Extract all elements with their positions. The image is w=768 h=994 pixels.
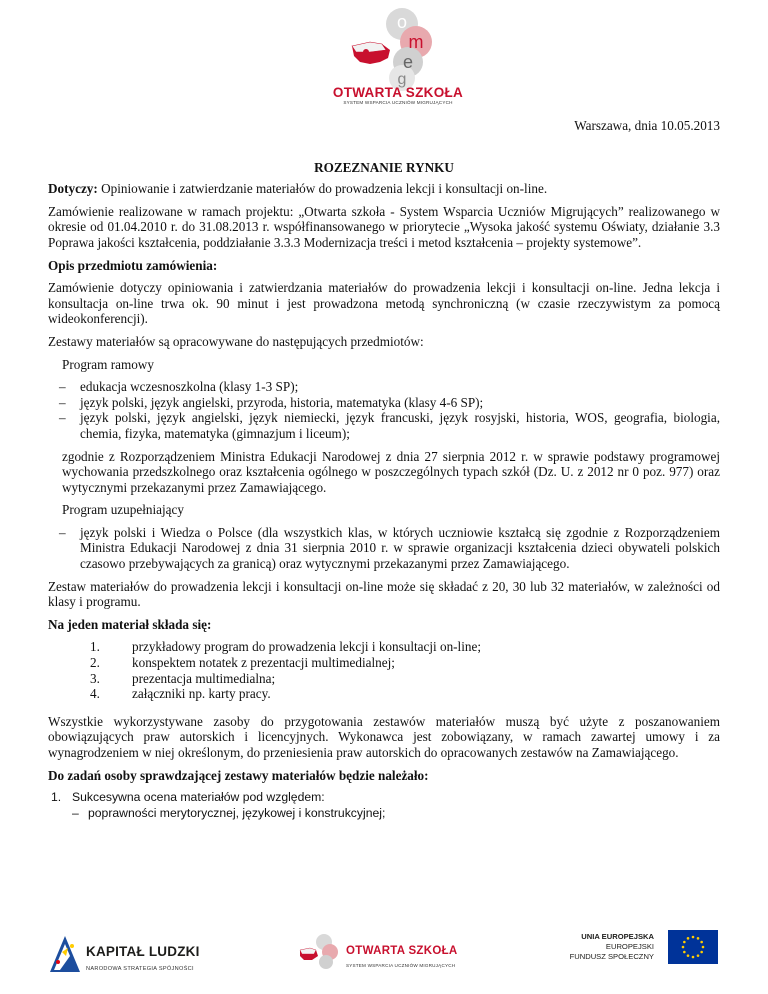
list-item-text: Sukcesywna ocena materiałów pod względem: <box>72 790 325 805</box>
list-item <box>48 655 720 671</box>
material-list <box>48 639 720 701</box>
subject-text: Opiniowanie i zatwierdzanie materiałów do prowadzenia lekcji i konsultacji on-line. <box>97 181 548 197</box>
logo-title: OTWARTA SZKOŁA <box>332 85 464 100</box>
list-number: 4. <box>90 686 100 702</box>
description-heading-text: Opis przedmiotu zamówienia: <box>48 257 218 273</box>
list-number: 1. <box>90 639 100 655</box>
tasks-heading <box>48 768 720 784</box>
subjects-intro: Zestawy materiałów są opracowywane do następujących przedmiotów: <box>48 333 424 349</box>
list-item-text: edukacja wczesnoszkolna (klasy 1-3 SP); <box>80 379 299 395</box>
kapital-ludzki-title: KAPITAŁ LUDZKI <box>86 944 200 959</box>
eu-star-icon <box>702 946 705 949</box>
eu-star-icon <box>687 937 690 940</box>
program-uzupelniajacy-label: Program uzupełniający <box>62 502 184 518</box>
list-item-text: prezentacja multimedialna; <box>132 670 276 686</box>
list-item-text: poprawności merytorycznej, językowej i konstrukcyjnej; <box>88 805 386 820</box>
list-item <box>60 379 720 395</box>
list-item-text: załączniki np. karty pracy. <box>132 686 271 702</box>
material-heading-text: Na jeden materiał składa się: <box>48 616 212 632</box>
copyright-paragraph: Wszystkie wykorzystywane zasoby do przygotowania zestawów materiałów muszą być użyte z poszanowaniem obowiązujących praw autorskich i licencyjnych. Wykonawca jest zobowiązany, w ramach zawartej umowy i za wynagrodzeniem w niej określonym, do przeniesienia praw autorskich do opracowanych zestawów na Zamawiającego. <box>48 713 720 760</box>
subject-paragraph <box>48 181 720 197</box>
list-item <box>60 525 720 572</box>
program-ramowy-label: Program ramowy <box>62 356 154 372</box>
tasks-heading-text: Do zadań osoby sprawdzającej zestawy materiałów będzie należało: <box>48 767 429 783</box>
otwarta-szkola-small-logo-icon <box>296 932 340 976</box>
list-item <box>48 790 720 806</box>
program-uzupelniajacy-list <box>48 525 720 572</box>
list-item <box>48 639 720 655</box>
kapital-ludzki-subtitle: NARODOWA STRATEGIA SPÓJNOŚCI <box>86 966 194 972</box>
material-heading <box>48 617 720 633</box>
document-title: ROZEZNANIE RYNKU <box>314 159 454 175</box>
kapital-ludzki-logo-icon <box>48 934 82 974</box>
eu-star-icon <box>692 936 695 939</box>
ue-line1: UNIA EUROPEJSKA <box>581 932 654 941</box>
otwarta-szkola-footer-subtitle: SYSTEM WSPARCIA UCZNIÓW MIGRUJĄCYCH <box>346 963 456 968</box>
otwarta-szkola-footer-title: OTWARTA SZKOŁA <box>346 945 458 957</box>
ue-line3: FUNDUSZ SPOŁECZNY <box>569 952 654 961</box>
eu-star-icon <box>692 956 695 959</box>
list-item <box>60 410 720 441</box>
tasks-list <box>48 790 720 821</box>
list-number: 2. <box>90 655 100 671</box>
dash-bullet: – <box>59 379 66 395</box>
logo-letter-e: e <box>402 52 414 72</box>
dash-bullet: – <box>59 410 66 426</box>
logo-letter-o: o <box>396 12 408 32</box>
list-subitem <box>48 806 720 822</box>
program-ramowy-note: zgodnie z Rozporządzeniem Ministra Edukacji Narodowej z dnia 27 sierpnia 2012 r. w sprawie podstawy programowej wychowania przedszkolnego oraz kształcenia ogólnego w poszczególnych typach szkół (Dz. U. z 2012 nr 0 poz. 977) oraz wytycznymi przekazanymi przez Zamawiającego. <box>62 448 720 495</box>
eu-star-icon <box>697 954 700 957</box>
logo-subtitle: SYSTEM WSPARCIA UCZNIÓW MIGRUJĄCYCH <box>343 100 453 105</box>
dash-bullet: – <box>59 394 66 410</box>
description-paragraph: Zamówienie dotyczy opiniowania i zatwierdzania materiałów do prowadzenia lekcji i konsultacji on-line. Jedna lekcja i konsultacja on-line trwa ok. 90 minut i jest prowadzona metodą synchroniczną (w czasie rzeczywistym za pomocą wideokonferencji). <box>48 280 720 327</box>
eu-star-icon <box>687 954 690 957</box>
list-item-text: przykładowy program do prowadzenia lekcji i konsultacji on-line; <box>132 639 481 655</box>
logo-letter-m: m <box>408 32 424 52</box>
eu-flag-icon <box>668 930 718 964</box>
eu-star-icon <box>682 946 685 949</box>
eu-star-icon <box>700 951 703 954</box>
document-body <box>48 118 720 821</box>
list-item <box>48 686 720 702</box>
unia-europejska-text <box>570 932 654 962</box>
project-paragraph: Zamówienie realizowane w ramach projektu: „Otwarta szkoła - System Wsparcia Uczniów Migrujących” realizowanego w okresie od 01.04.2010 r. do 31.08.2013 r. współfinansowanego w priorytecie „Wysoka jakość systemu Oświaty, działanie 3.3 Poprawa jakości kształcenia, poddziałanie 3.3.3 Modernizacja treści i metod kształcenia – projekty systemowe”. <box>48 203 720 250</box>
program-ramowy-list <box>48 379 720 441</box>
list-item-text: język polski i Wiedza o Polsce (dla wszystkich klas, w których uczniowie kształcą się zgodnie z Rozporządzeniem Ministra Edukacji Narodowej z dnia 31 sierpnia 2010 r. w sprawie organizacji kształcenia dzieci obywateli polskich czasowo przebywających za granicą) oraz wytycznymi przekazanymi przez Zamawiającego. <box>80 524 720 572</box>
date-line: Warszawa, dnia 10.05.2013 <box>574 118 720 133</box>
dash-bullet: – <box>59 524 66 540</box>
set-size-paragraph: Zestaw materiałów do prowadzenia lekcji i konsultacji on-line może się składać z 20, 30 lub 32 materiałów, w zależności od klasy i programu. <box>48 578 720 610</box>
list-item-text: konspektem notatek z prezentacji multimedialnej; <box>132 655 395 671</box>
list-item-text: język polski, język angielski, przyroda, historia, matematyka (klasy 4-6 SP); <box>80 394 484 410</box>
list-item <box>48 671 720 687</box>
list-item-text: język polski, język angielski, język niemiecki, język francuski, język rosyjski, historia, WOS, geografia, biologia, chemia, fizyka, matematyka (gimnazjum i liceum); <box>80 410 720 441</box>
dash-bullet: – <box>72 805 79 820</box>
ue-line2: EUROPEJSKI <box>605 942 654 951</box>
footer-logos <box>0 912 768 994</box>
list-number: 3. <box>90 670 100 686</box>
list-number: 1. <box>51 790 62 805</box>
eu-star-icon <box>683 941 686 944</box>
eu-star-icon <box>697 937 700 940</box>
list-item <box>60 395 720 411</box>
description-heading <box>48 258 720 274</box>
subject-label: Dotyczy: <box>48 181 98 197</box>
logo-letter-g: g <box>397 71 407 88</box>
eu-star-icon <box>700 941 703 944</box>
eu-star-icon <box>683 951 686 954</box>
